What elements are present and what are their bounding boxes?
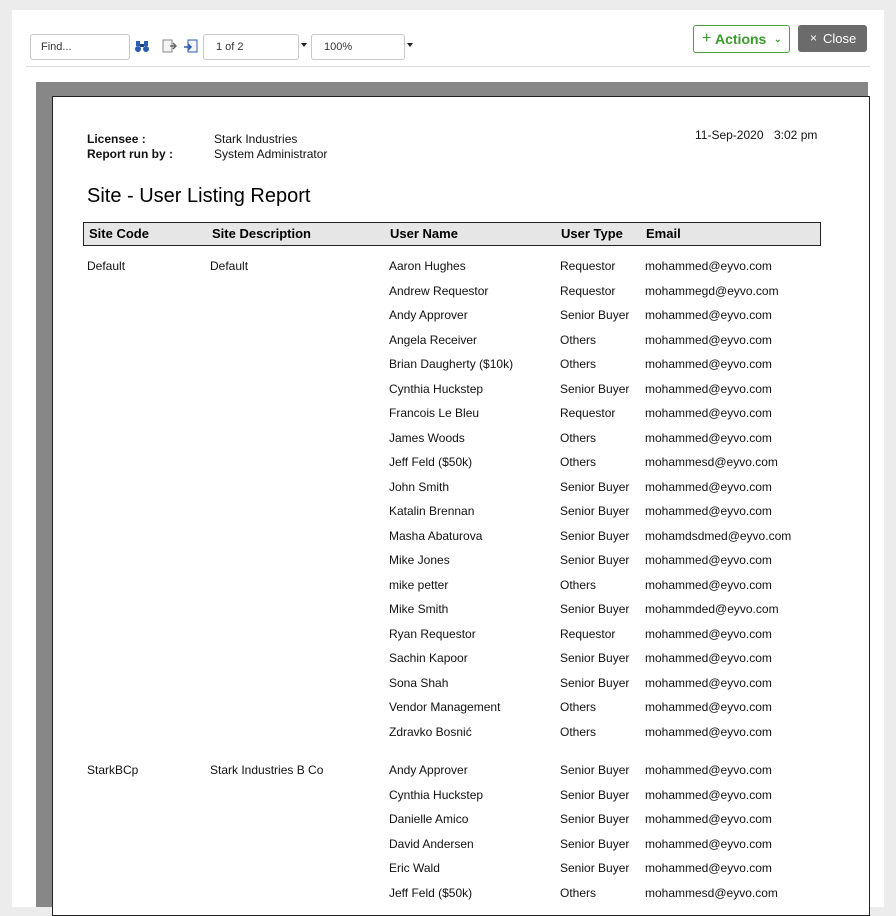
report-page bbox=[52, 96, 870, 916]
email-cell: mohammed@eyvo.com bbox=[645, 578, 772, 592]
user-type-cell: Requestor bbox=[560, 259, 616, 273]
user-type-cell: Others bbox=[560, 455, 597, 469]
user-name-cell: Vendor Management bbox=[389, 700, 501, 714]
column-header: Site Code bbox=[89, 226, 149, 241]
user-type-cell: Senior Buyer bbox=[560, 602, 630, 616]
user-type-cell: Requestor bbox=[560, 406, 616, 420]
toolbar-divider bbox=[26, 66, 870, 67]
user-type-cell: Others bbox=[560, 578, 597, 592]
user-name-cell: Cynthia Huckstep bbox=[389, 382, 484, 396]
email-cell: mohammed@eyvo.com bbox=[645, 480, 772, 494]
user-name-cell: Mike Jones bbox=[389, 553, 450, 567]
user-name-cell: Brian Daugherty ($10k) bbox=[389, 357, 514, 371]
user-name-cell: Cynthia Huckstep bbox=[389, 788, 484, 802]
email-cell: mohammed@eyvo.com bbox=[645, 406, 772, 420]
user-name-cell: Ryan Requestor bbox=[389, 627, 476, 641]
report-title: Site - User Listing Report bbox=[87, 185, 311, 207]
column-header-row bbox=[83, 222, 821, 246]
site-code-cell: StarkBCp bbox=[87, 763, 139, 777]
user-name-cell: Angela Receiver bbox=[389, 333, 478, 347]
find-next-icon[interactable] bbox=[161, 38, 177, 54]
user-name-cell: Andrew Requestor bbox=[389, 284, 489, 298]
user-type-cell: Senior Buyer bbox=[560, 812, 630, 826]
user-type-cell: Senior Buyer bbox=[560, 480, 630, 494]
licensee-label: Licensee : bbox=[87, 132, 146, 146]
zoom-selector[interactable]: 100% bbox=[311, 34, 405, 60]
email-cell: mohammed@eyvo.com bbox=[645, 788, 772, 802]
user-type-cell: Others bbox=[560, 431, 597, 445]
chevron-down-icon: ⌄ bbox=[774, 34, 782, 44]
site-code-cell: Default bbox=[87, 259, 126, 273]
run-by-label: Report run by : bbox=[87, 147, 173, 161]
chevron-down-icon[interactable] bbox=[407, 43, 413, 47]
column-header: User Type bbox=[561, 226, 623, 241]
user-type-cell: Others bbox=[560, 357, 597, 371]
email-cell: mohammed@eyvo.com bbox=[645, 700, 772, 714]
email-cell: mohammed@eyvo.com bbox=[645, 382, 772, 396]
email-cell: mohammed@eyvo.com bbox=[645, 812, 772, 826]
close-icon: × bbox=[810, 31, 818, 45]
email-cell: mohammed@eyvo.com bbox=[645, 837, 772, 851]
close-button[interactable] bbox=[798, 25, 867, 52]
report-toolbar bbox=[12, 10, 884, 68]
user-type-cell: Senior Buyer bbox=[560, 553, 630, 567]
run-by-value: System Administrator bbox=[214, 147, 328, 161]
user-name-cell: Jeff Feld ($50k) bbox=[389, 886, 473, 900]
email-cell: mohammed@eyvo.com bbox=[645, 676, 772, 690]
user-name-cell: Aaron Hughes bbox=[389, 259, 466, 273]
user-type-cell: Senior Buyer bbox=[560, 529, 630, 543]
email-cell: mohammegd@eyvo.com bbox=[645, 284, 779, 298]
email-cell: mohammed@eyvo.com bbox=[645, 725, 772, 739]
user-name-cell: Masha Abaturova bbox=[389, 529, 483, 543]
user-type-cell: Senior Buyer bbox=[560, 788, 630, 802]
user-name-cell: James Woods bbox=[389, 431, 465, 445]
actions-label: Actions bbox=[715, 31, 767, 47]
user-name-cell: Mike Smith bbox=[389, 602, 449, 616]
user-type-cell: Others bbox=[560, 725, 597, 739]
site-description-cell: Stark Industries B Co bbox=[210, 763, 324, 777]
actions-button[interactable] bbox=[693, 25, 790, 53]
column-header: User Name bbox=[390, 226, 458, 241]
user-type-cell: Senior Buyer bbox=[560, 763, 630, 777]
user-name-cell: Francois Le Bleu bbox=[389, 406, 480, 420]
report-viewport[interactable] bbox=[36, 82, 868, 907]
site-description-cell: Default bbox=[210, 259, 249, 273]
user-name-cell: Danielle Amico bbox=[389, 812, 469, 826]
column-header: Email bbox=[646, 226, 681, 241]
email-cell: mohammed@eyvo.com bbox=[645, 504, 772, 518]
email-cell: mohammed@eyvo.com bbox=[645, 259, 772, 273]
email-cell: mohammed@eyvo.com bbox=[645, 333, 772, 347]
email-cell: mohammed@eyvo.com bbox=[645, 627, 772, 641]
user-type-cell: Others bbox=[560, 333, 597, 347]
user-type-cell: Others bbox=[560, 886, 597, 900]
email-cell: mohammed@eyvo.com bbox=[645, 553, 772, 567]
page-selector[interactable]: 1 of 2 bbox=[203, 34, 299, 60]
email-cell: mohammed@eyvo.com bbox=[645, 651, 772, 665]
user-name-cell: Jeff Feld ($50k) bbox=[389, 455, 473, 469]
email-cell: mohammesd@eyvo.com bbox=[645, 455, 778, 469]
user-type-cell: Requestor bbox=[560, 627, 616, 641]
report-date: 11-Sep-2020 bbox=[695, 128, 764, 142]
close-label: Close bbox=[823, 31, 857, 46]
user-name-cell: Zdravko Bosnić bbox=[389, 725, 472, 739]
user-name-cell: Eric Wald bbox=[389, 861, 440, 875]
email-cell: mohammed@eyvo.com bbox=[645, 763, 772, 777]
email-cell: mohammed@eyvo.com bbox=[645, 308, 772, 322]
binoculars-icon[interactable] bbox=[134, 38, 150, 54]
user-type-cell: Senior Buyer bbox=[560, 861, 630, 875]
user-type-cell: Others bbox=[560, 700, 597, 714]
user-name-cell: Sachin Kapoor bbox=[389, 651, 468, 665]
user-type-cell: Requestor bbox=[560, 284, 616, 298]
user-type-cell: Senior Buyer bbox=[560, 504, 630, 518]
user-name-cell: Andy Approver bbox=[389, 763, 468, 777]
export-icon[interactable] bbox=[183, 38, 199, 54]
user-name-cell: Andy Approver bbox=[389, 308, 468, 322]
user-name-cell: David Andersen bbox=[389, 837, 474, 851]
find-input[interactable]: Find... bbox=[30, 34, 130, 60]
user-name-cell: Sona Shah bbox=[389, 676, 449, 690]
report-viewer-window bbox=[12, 10, 884, 907]
report-time: 3:02 pm bbox=[774, 128, 818, 142]
email-cell: mohammded@eyvo.com bbox=[645, 602, 779, 616]
email-cell: mohammesd@eyvo.com bbox=[645, 886, 778, 900]
user-type-cell: Senior Buyer bbox=[560, 308, 630, 322]
column-header: Site Description bbox=[212, 226, 311, 241]
licensee-value: Stark Industries bbox=[214, 132, 298, 146]
user-type-cell: Senior Buyer bbox=[560, 382, 630, 396]
chevron-down-icon[interactable] bbox=[301, 43, 307, 47]
user-name-cell: John Smith bbox=[389, 480, 450, 494]
email-cell: mohammed@eyvo.com bbox=[645, 357, 772, 371]
user-type-cell: Senior Buyer bbox=[560, 676, 630, 690]
plus-icon: + bbox=[702, 30, 712, 47]
user-name-cell: mike petter bbox=[389, 578, 449, 592]
user-type-cell: Senior Buyer bbox=[560, 651, 630, 665]
email-cell: mohammed@eyvo.com bbox=[645, 861, 772, 875]
user-name-cell: Katalin Brennan bbox=[389, 504, 475, 518]
email-cell: mohammed@eyvo.com bbox=[645, 431, 772, 445]
email-cell: mohamdsdmed@eyvo.com bbox=[645, 529, 792, 543]
user-type-cell: Senior Buyer bbox=[560, 837, 630, 851]
